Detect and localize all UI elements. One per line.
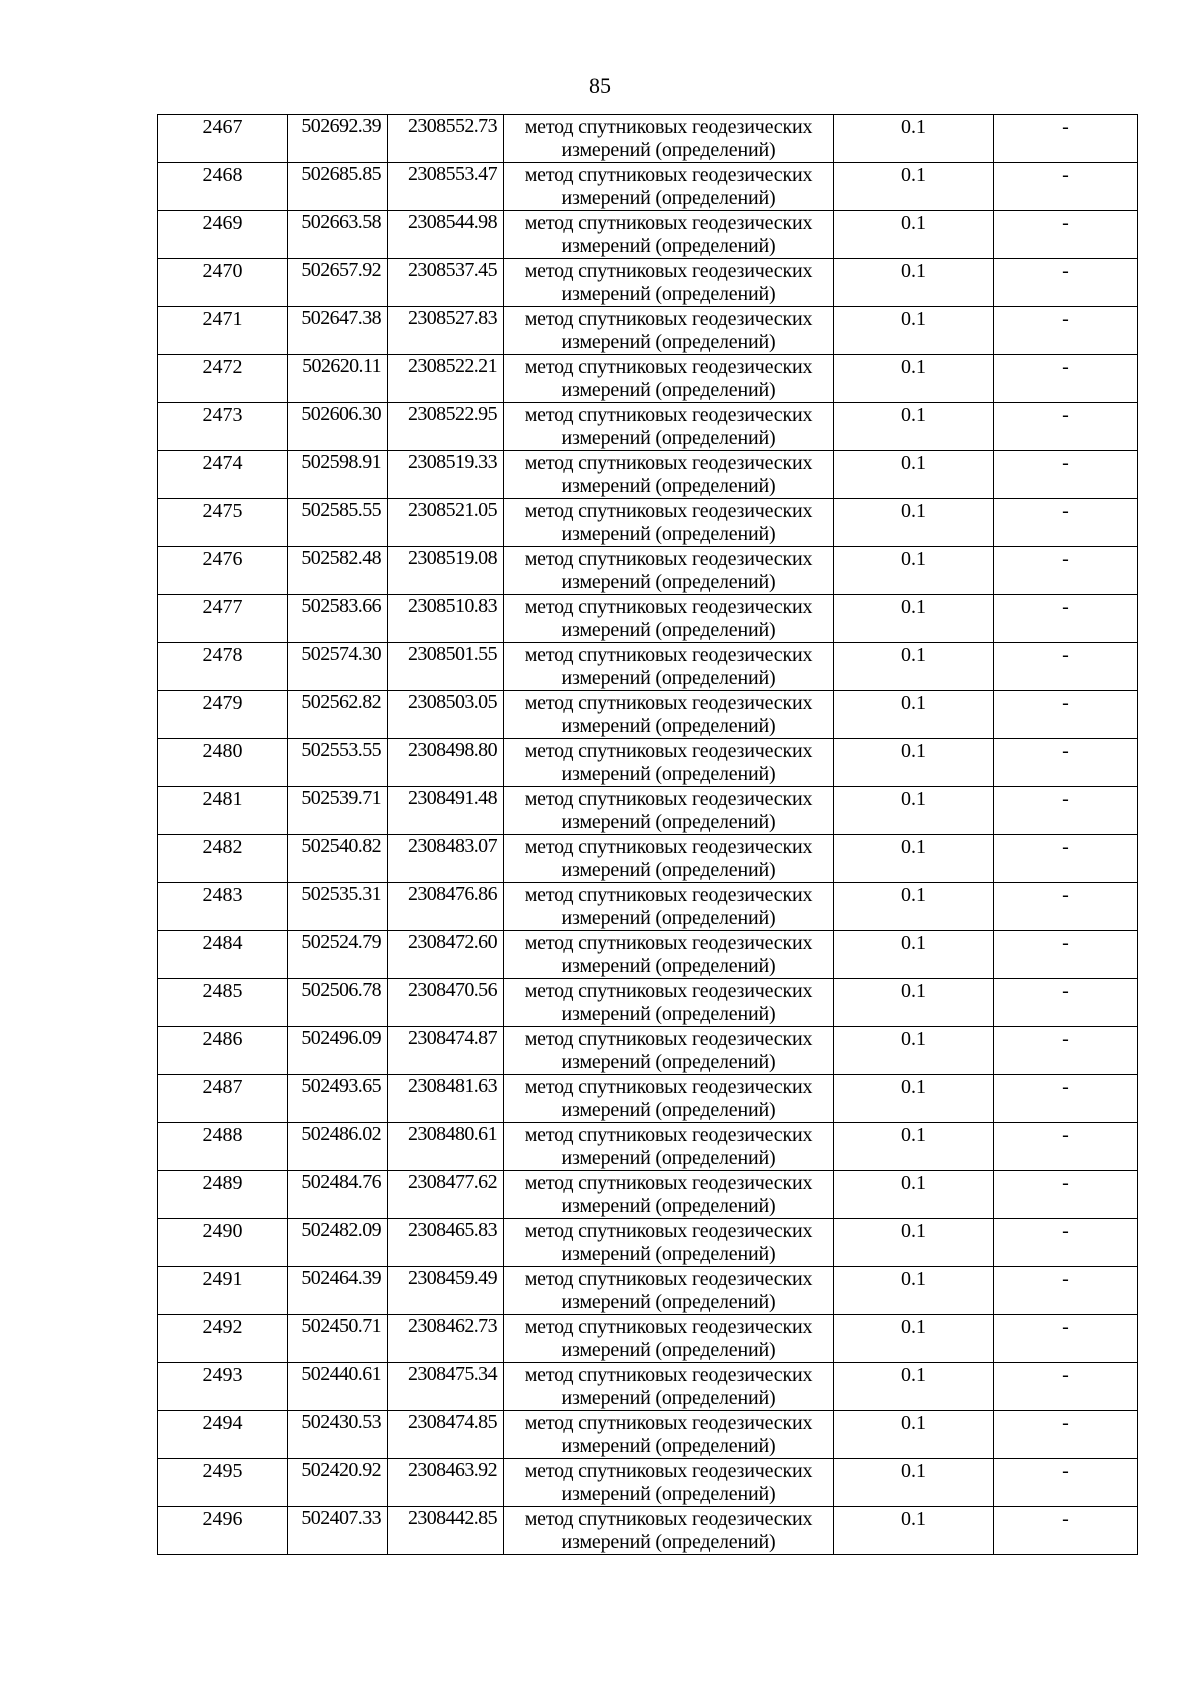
extra-cell: - bbox=[994, 1411, 1138, 1459]
y-coordinate-cell: 2308521.05 bbox=[388, 499, 504, 547]
extra-cell: - bbox=[994, 355, 1138, 403]
point-number-cell: 2479 bbox=[158, 691, 288, 739]
accuracy-cell: 0.1 bbox=[834, 1411, 994, 1459]
accuracy-cell: 0.1 bbox=[834, 1123, 994, 1171]
extra-cell: - bbox=[994, 211, 1138, 259]
point-number-cell: 2472 bbox=[158, 355, 288, 403]
point-number-cell: 2467 bbox=[158, 115, 288, 163]
table-row bbox=[158, 787, 1138, 835]
y-coordinate-cell: 2308475.34 bbox=[388, 1363, 504, 1411]
point-number-cell: 2492 bbox=[158, 1315, 288, 1363]
table-row bbox=[158, 115, 1138, 163]
accuracy-cell: 0.1 bbox=[834, 1315, 994, 1363]
method-cell: метод спутниковых геодезических измерений (определений) bbox=[504, 1459, 834, 1507]
table-row bbox=[158, 1171, 1138, 1219]
method-cell: метод спутниковых геодезических измерений (определений) bbox=[504, 259, 834, 307]
y-coordinate-cell: 2308491.48 bbox=[388, 787, 504, 835]
table-row bbox=[158, 163, 1138, 211]
accuracy-cell: 0.1 bbox=[834, 1459, 994, 1507]
point-number-cell: 2496 bbox=[158, 1507, 288, 1555]
accuracy-cell: 0.1 bbox=[834, 835, 994, 883]
point-number-cell: 2483 bbox=[158, 883, 288, 931]
y-coordinate-cell: 2308501.55 bbox=[388, 643, 504, 691]
method-cell: метод спутниковых геодезических измерений (определений) bbox=[504, 403, 834, 451]
y-coordinate-cell: 2308480.61 bbox=[388, 1123, 504, 1171]
extra-cell: - bbox=[994, 883, 1138, 931]
y-coordinate-cell: 2308498.80 bbox=[388, 739, 504, 787]
point-number-cell: 2468 bbox=[158, 163, 288, 211]
accuracy-cell: 0.1 bbox=[834, 259, 994, 307]
table-row bbox=[158, 739, 1138, 787]
page-number: 85 bbox=[589, 73, 611, 98]
method-cell: метод спутниковых геодезических измерений (определений) bbox=[504, 1171, 834, 1219]
accuracy-cell: 0.1 bbox=[834, 1507, 994, 1555]
method-cell: метод спутниковых геодезических измерений (определений) bbox=[504, 595, 834, 643]
point-number-cell: 2480 bbox=[158, 739, 288, 787]
method-cell: метод спутниковых геодезических измерений (определений) bbox=[504, 787, 834, 835]
y-coordinate-cell: 2308522.21 bbox=[388, 355, 504, 403]
table-row bbox=[158, 259, 1138, 307]
extra-cell: - bbox=[994, 499, 1138, 547]
x-coordinate-cell: 502430.53 bbox=[288, 1411, 388, 1459]
table-row bbox=[158, 1363, 1138, 1411]
accuracy-cell: 0.1 bbox=[834, 691, 994, 739]
table-row bbox=[158, 931, 1138, 979]
method-cell: метод спутниковых геодезических измерений (определений) bbox=[504, 307, 834, 355]
accuracy-cell: 0.1 bbox=[834, 499, 994, 547]
x-coordinate-cell: 502606.30 bbox=[288, 403, 388, 451]
y-coordinate-cell: 2308519.33 bbox=[388, 451, 504, 499]
extra-cell: - bbox=[994, 739, 1138, 787]
table-row bbox=[158, 643, 1138, 691]
extra-cell: - bbox=[994, 1027, 1138, 1075]
accuracy-cell: 0.1 bbox=[834, 1267, 994, 1315]
y-coordinate-cell: 2308503.05 bbox=[388, 691, 504, 739]
point-number-cell: 2487 bbox=[158, 1075, 288, 1123]
accuracy-cell: 0.1 bbox=[834, 211, 994, 259]
point-number-cell: 2486 bbox=[158, 1027, 288, 1075]
y-coordinate-cell: 2308442.85 bbox=[388, 1507, 504, 1555]
table-row bbox=[158, 1315, 1138, 1363]
point-number-cell: 2495 bbox=[158, 1459, 288, 1507]
accuracy-cell: 0.1 bbox=[834, 163, 994, 211]
x-coordinate-cell: 502574.30 bbox=[288, 643, 388, 691]
x-coordinate-cell: 502450.71 bbox=[288, 1315, 388, 1363]
x-coordinate-cell: 502407.33 bbox=[288, 1507, 388, 1555]
accuracy-cell: 0.1 bbox=[834, 115, 994, 163]
accuracy-cell: 0.1 bbox=[834, 403, 994, 451]
extra-cell: - bbox=[994, 163, 1138, 211]
point-number-cell: 2477 bbox=[158, 595, 288, 643]
point-number-cell: 2478 bbox=[158, 643, 288, 691]
point-number-cell: 2485 bbox=[158, 979, 288, 1027]
x-coordinate-cell: 502598.91 bbox=[288, 451, 388, 499]
table-row bbox=[158, 403, 1138, 451]
table-row bbox=[158, 1075, 1138, 1123]
x-coordinate-cell: 502440.61 bbox=[288, 1363, 388, 1411]
x-coordinate-cell: 502663.58 bbox=[288, 211, 388, 259]
accuracy-cell: 0.1 bbox=[834, 547, 994, 595]
accuracy-cell: 0.1 bbox=[834, 1075, 994, 1123]
x-coordinate-cell: 502420.92 bbox=[288, 1459, 388, 1507]
extra-cell: - bbox=[994, 1315, 1138, 1363]
x-coordinate-cell: 502620.11 bbox=[288, 355, 388, 403]
x-coordinate-cell: 502482.09 bbox=[288, 1219, 388, 1267]
accuracy-cell: 0.1 bbox=[834, 1027, 994, 1075]
y-coordinate-cell: 2308522.95 bbox=[388, 403, 504, 451]
x-coordinate-cell: 502493.65 bbox=[288, 1075, 388, 1123]
x-coordinate-cell: 502657.92 bbox=[288, 259, 388, 307]
accuracy-cell: 0.1 bbox=[834, 451, 994, 499]
x-coordinate-cell: 502540.82 bbox=[288, 835, 388, 883]
y-coordinate-cell: 2308472.60 bbox=[388, 931, 504, 979]
table-row bbox=[158, 691, 1138, 739]
accuracy-cell: 0.1 bbox=[834, 643, 994, 691]
extra-cell: - bbox=[994, 1363, 1138, 1411]
y-coordinate-cell: 2308465.83 bbox=[388, 1219, 504, 1267]
coordinates-table bbox=[157, 114, 1138, 1555]
table-row bbox=[158, 595, 1138, 643]
y-coordinate-cell: 2308474.85 bbox=[388, 1411, 504, 1459]
method-cell: метод спутниковых геодезических измерений (определений) bbox=[504, 739, 834, 787]
accuracy-cell: 0.1 bbox=[834, 307, 994, 355]
point-number-cell: 2470 bbox=[158, 259, 288, 307]
x-coordinate-cell: 502486.02 bbox=[288, 1123, 388, 1171]
x-coordinate-cell: 502692.39 bbox=[288, 115, 388, 163]
x-coordinate-cell: 502535.31 bbox=[288, 883, 388, 931]
point-number-cell: 2482 bbox=[158, 835, 288, 883]
accuracy-cell: 0.1 bbox=[834, 1219, 994, 1267]
point-number-cell: 2491 bbox=[158, 1267, 288, 1315]
extra-cell: - bbox=[994, 787, 1138, 835]
y-coordinate-cell: 2308477.62 bbox=[388, 1171, 504, 1219]
y-coordinate-cell: 2308519.08 bbox=[388, 547, 504, 595]
extra-cell: - bbox=[994, 1123, 1138, 1171]
table-row bbox=[158, 1219, 1138, 1267]
table-row bbox=[158, 1267, 1138, 1315]
y-coordinate-cell: 2308470.56 bbox=[388, 979, 504, 1027]
x-coordinate-cell: 502585.55 bbox=[288, 499, 388, 547]
method-cell: метод спутниковых геодезических измерений (определений) bbox=[504, 1027, 834, 1075]
method-cell: метод спутниковых геодезических измерений (определений) bbox=[504, 835, 834, 883]
method-cell: метод спутниковых геодезических измерений (определений) bbox=[504, 1075, 834, 1123]
method-cell: метод спутниковых геодезических измерений (определений) bbox=[504, 979, 834, 1027]
extra-cell: - bbox=[994, 547, 1138, 595]
method-cell: метод спутниковых геодезических измерений (определений) bbox=[504, 547, 834, 595]
accuracy-cell: 0.1 bbox=[834, 739, 994, 787]
method-cell: метод спутниковых геодезических измерений (определений) bbox=[504, 1411, 834, 1459]
method-cell: метод спутниковых геодезических измерений (определений) bbox=[504, 451, 834, 499]
accuracy-cell: 0.1 bbox=[834, 1363, 994, 1411]
accuracy-cell: 0.1 bbox=[834, 595, 994, 643]
x-coordinate-cell: 502685.85 bbox=[288, 163, 388, 211]
x-coordinate-cell: 502464.39 bbox=[288, 1267, 388, 1315]
extra-cell: - bbox=[994, 835, 1138, 883]
x-coordinate-cell: 502539.71 bbox=[288, 787, 388, 835]
method-cell: метод спутниковых геодезических измерений (определений) bbox=[504, 115, 834, 163]
method-cell: метод спутниковых геодезических измерений (определений) bbox=[504, 883, 834, 931]
coordinates-table-body bbox=[158, 115, 1138, 1555]
table-row bbox=[158, 451, 1138, 499]
method-cell: метод спутниковых геодезических измерений (определений) bbox=[504, 1507, 834, 1555]
point-number-cell: 2484 bbox=[158, 931, 288, 979]
x-coordinate-cell: 502562.82 bbox=[288, 691, 388, 739]
accuracy-cell: 0.1 bbox=[834, 1171, 994, 1219]
extra-cell: - bbox=[994, 259, 1138, 307]
y-coordinate-cell: 2308527.83 bbox=[388, 307, 504, 355]
table-row bbox=[158, 499, 1138, 547]
method-cell: метод спутниковых геодезических измерений (определений) bbox=[504, 1315, 834, 1363]
x-coordinate-cell: 502496.09 bbox=[288, 1027, 388, 1075]
table-row bbox=[158, 979, 1138, 1027]
point-number-cell: 2473 bbox=[158, 403, 288, 451]
y-coordinate-cell: 2308481.63 bbox=[388, 1075, 504, 1123]
table-row bbox=[158, 1123, 1138, 1171]
y-coordinate-cell: 2308510.83 bbox=[388, 595, 504, 643]
x-coordinate-cell: 502553.55 bbox=[288, 739, 388, 787]
y-coordinate-cell: 2308553.47 bbox=[388, 163, 504, 211]
method-cell: метод спутниковых геодезических измерений (определений) bbox=[504, 931, 834, 979]
extra-cell: - bbox=[994, 1075, 1138, 1123]
y-coordinate-cell: 2308463.92 bbox=[388, 1459, 504, 1507]
x-coordinate-cell: 502583.66 bbox=[288, 595, 388, 643]
x-coordinate-cell: 502582.48 bbox=[288, 547, 388, 595]
x-coordinate-cell: 502647.38 bbox=[288, 307, 388, 355]
accuracy-cell: 0.1 bbox=[834, 979, 994, 1027]
y-coordinate-cell: 2308462.73 bbox=[388, 1315, 504, 1363]
extra-cell: - bbox=[994, 643, 1138, 691]
point-number-cell: 2474 bbox=[158, 451, 288, 499]
method-cell: метод спутниковых геодезических измерений (определений) bbox=[504, 211, 834, 259]
x-coordinate-cell: 502484.76 bbox=[288, 1171, 388, 1219]
accuracy-cell: 0.1 bbox=[834, 883, 994, 931]
accuracy-cell: 0.1 bbox=[834, 355, 994, 403]
point-number-cell: 2481 bbox=[158, 787, 288, 835]
y-coordinate-cell: 2308544.98 bbox=[388, 211, 504, 259]
y-coordinate-cell: 2308537.45 bbox=[388, 259, 504, 307]
table-row bbox=[158, 1459, 1138, 1507]
method-cell: метод спутниковых геодезических измерений (определений) bbox=[504, 1219, 834, 1267]
y-coordinate-cell: 2308483.07 bbox=[388, 835, 504, 883]
point-number-cell: 2489 bbox=[158, 1171, 288, 1219]
method-cell: метод спутниковых геодезических измерений (определений) bbox=[504, 499, 834, 547]
accuracy-cell: 0.1 bbox=[834, 787, 994, 835]
point-number-cell: 2471 bbox=[158, 307, 288, 355]
extra-cell: - bbox=[994, 403, 1138, 451]
method-cell: метод спутниковых геодезических измерений (определений) bbox=[504, 1267, 834, 1315]
extra-cell: - bbox=[994, 595, 1138, 643]
point-number-cell: 2475 bbox=[158, 499, 288, 547]
extra-cell: - bbox=[994, 1267, 1138, 1315]
extra-cell: - bbox=[994, 1171, 1138, 1219]
point-number-cell: 2476 bbox=[158, 547, 288, 595]
x-coordinate-cell: 502524.79 bbox=[288, 931, 388, 979]
table-row bbox=[158, 1027, 1138, 1075]
extra-cell: - bbox=[994, 691, 1138, 739]
method-cell: метод спутниковых геодезических измерений (определений) bbox=[504, 691, 834, 739]
x-coordinate-cell: 502506.78 bbox=[288, 979, 388, 1027]
extra-cell: - bbox=[994, 979, 1138, 1027]
table-row bbox=[158, 355, 1138, 403]
method-cell: метод спутниковых геодезических измерений (определений) bbox=[504, 163, 834, 211]
table-row bbox=[158, 307, 1138, 355]
y-coordinate-cell: 2308474.87 bbox=[388, 1027, 504, 1075]
method-cell: метод спутниковых геодезических измерений (определений) bbox=[504, 1363, 834, 1411]
point-number-cell: 2493 bbox=[158, 1363, 288, 1411]
extra-cell: - bbox=[994, 931, 1138, 979]
y-coordinate-cell: 2308459.49 bbox=[388, 1267, 504, 1315]
point-number-cell: 2469 bbox=[158, 211, 288, 259]
point-number-cell: 2494 bbox=[158, 1411, 288, 1459]
table-row bbox=[158, 547, 1138, 595]
point-number-cell: 2490 bbox=[158, 1219, 288, 1267]
table-row bbox=[158, 1507, 1138, 1555]
table-row bbox=[158, 1411, 1138, 1459]
extra-cell: - bbox=[994, 307, 1138, 355]
y-coordinate-cell: 2308552.73 bbox=[388, 115, 504, 163]
extra-cell: - bbox=[994, 1507, 1138, 1555]
method-cell: метод спутниковых геодезических измерений (определений) bbox=[504, 1123, 834, 1171]
table-row bbox=[158, 835, 1138, 883]
method-cell: метод спутниковых геодезических измерений (определений) bbox=[504, 643, 834, 691]
method-cell: метод спутниковых геодезических измерений (определений) bbox=[504, 355, 834, 403]
accuracy-cell: 0.1 bbox=[834, 931, 994, 979]
extra-cell: - bbox=[994, 115, 1138, 163]
y-coordinate-cell: 2308476.86 bbox=[388, 883, 504, 931]
table-row bbox=[158, 883, 1138, 931]
extra-cell: - bbox=[994, 1459, 1138, 1507]
table-row bbox=[158, 211, 1138, 259]
extra-cell: - bbox=[994, 1219, 1138, 1267]
extra-cell: - bbox=[994, 451, 1138, 499]
point-number-cell: 2488 bbox=[158, 1123, 288, 1171]
